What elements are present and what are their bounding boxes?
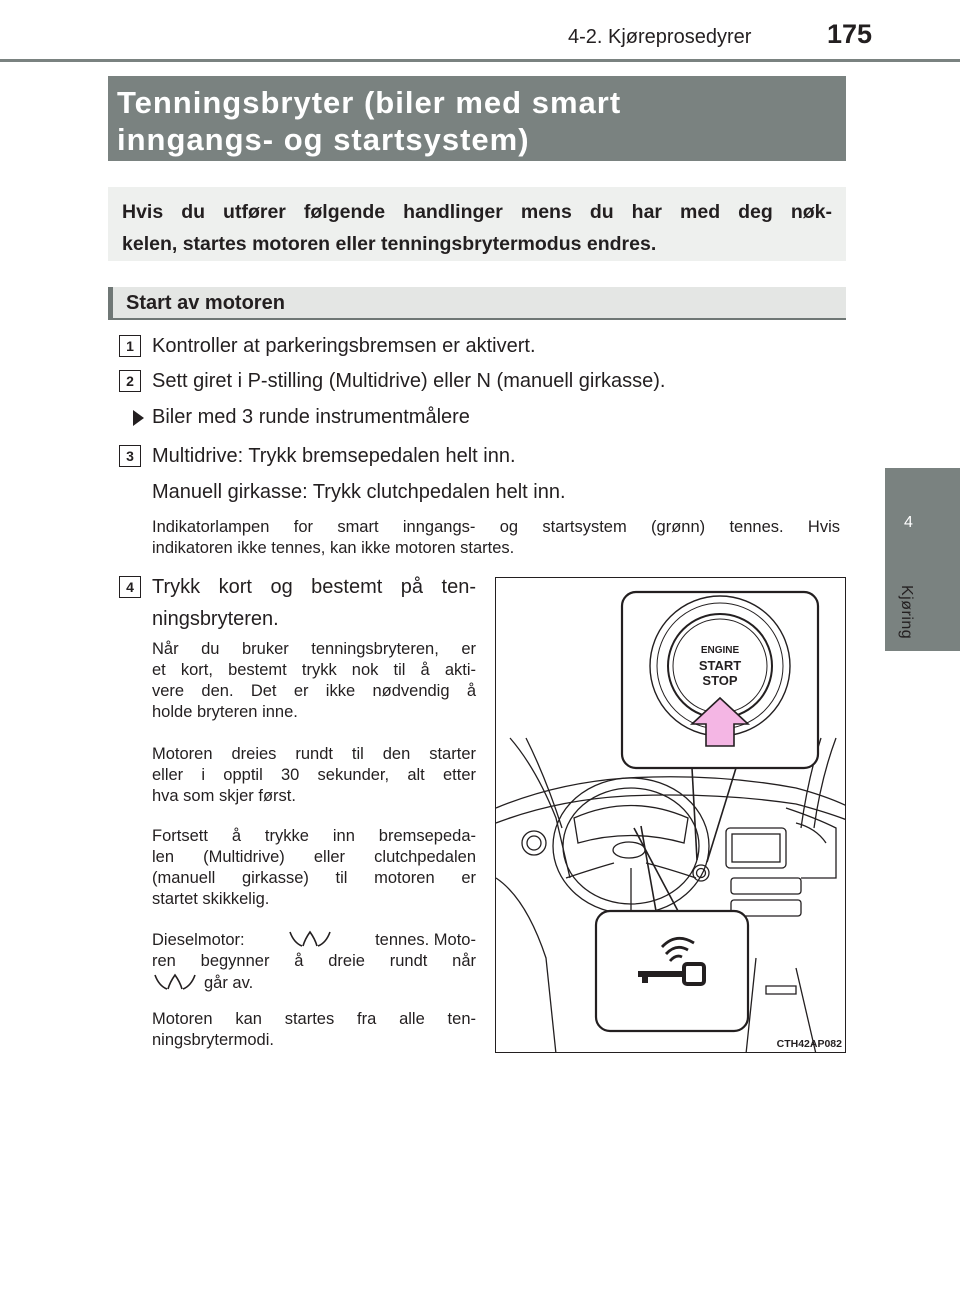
indicator-note-line2: indikatoren ikke tennes, kan ikke motoren startes.	[152, 539, 515, 557]
dashboard-drawing	[496, 578, 846, 1053]
note-1-line: holde bryteren inne.	[152, 703, 298, 721]
step-text-4b: ningsbryteren.	[152, 608, 279, 630]
step-number-2: 2	[119, 370, 141, 392]
note-2-line: hva som skjer først.	[152, 787, 296, 805]
note-paragraph-2	[152, 744, 476, 807]
button-label-stop: STOP	[702, 673, 738, 688]
glow-plug-indicator-icon	[287, 929, 333, 951]
intro-line2: kelen, startes motoren eller tenningsbrytermodus endres.	[122, 233, 657, 255]
note-2-line: Motoren dreies rundt til den starter	[152, 745, 476, 763]
note-3-line: startet skikkelig.	[152, 890, 270, 908]
page-number: 175	[827, 19, 873, 49]
note-5-line: Motoren kan startes fra alle ten-	[152, 1010, 476, 1028]
button-label-engine: ENGINE	[700, 645, 740, 656]
dashboard-illustration	[495, 577, 846, 1053]
glow-plug-indicator-icon	[152, 972, 198, 994]
header-rule	[0, 59, 960, 62]
note-5-line: ningsbrytermodi.	[152, 1031, 274, 1049]
chapter-number: 4	[904, 514, 913, 531]
step-text-4: Trykk kort og bestemt på ten-	[152, 576, 476, 598]
note-4-gar-av: går av.	[204, 973, 254, 992]
note-3-line: Fortsett å trykke inn bremsepeda-	[152, 827, 476, 845]
page-title-line2: inngangs- og startsystem)	[117, 122, 530, 157]
note-paragraph-3	[152, 826, 476, 910]
note-paragraph-5	[152, 1009, 476, 1051]
bullet-arrow-icon	[133, 410, 144, 426]
page-title-line1: Tenningsbryter (biler med smart	[117, 85, 622, 120]
note-1-line: et kort, bestemt trykk nok til å akti-	[152, 661, 476, 679]
step-text-2: Sett giret i P-stilling (Multidrive) eller N (manuell girkasse).	[152, 370, 666, 392]
step-number-1: 1	[119, 335, 141, 357]
note-4-line: ren begynner å dreie rundt når	[152, 952, 476, 970]
note-3-line: (manuell girkasse) til motoren er	[152, 869, 476, 887]
header-section: 4-2. Kjøreprosedyrer	[568, 26, 752, 48]
step-text-3b: Manuell girkasse: Trykk clutchpedalen helt inn.	[152, 481, 566, 503]
illustration-code: CTH42AP082	[776, 1038, 842, 1050]
note-1-line: vere den. Det er ikke nødvendig å	[152, 682, 476, 700]
page-title	[108, 76, 846, 161]
step-text-1: Kontroller at parkeringsbremsen er aktivert.	[152, 335, 536, 357]
step-number-3: 3	[119, 445, 141, 467]
note-3-line: len (Multidrive) eller clutchpedalen	[152, 848, 476, 866]
chapter-label: Kjøring	[898, 585, 915, 640]
note-paragraph-1	[152, 639, 476, 723]
note-4-diesel: Dieselmotor:	[152, 930, 245, 949]
intro-line1: Hvis du utfører følgende handlinger mens du har med deg nøk-	[122, 201, 832, 223]
note-2-line: eller i opptil 30 sekunder, alt etter	[152, 766, 476, 784]
subheading: Start av motoren	[108, 287, 846, 320]
indicator-note-line1: Indikatorlampen for smart inngangs- og startsystem (grønn) tennes. Hvis	[152, 518, 840, 536]
intro-box	[108, 187, 846, 261]
note-1-line: Når du bruker tenningsbryteren, er	[152, 640, 476, 658]
indicator-note	[152, 517, 840, 559]
button-label-start: START	[698, 658, 742, 673]
step-text-3: Multidrive: Trykk bremsepedalen helt inn.	[152, 445, 516, 467]
note-4-tennes: tennes. Moto-	[375, 930, 476, 949]
note-paragraph-4	[152, 929, 476, 994]
bullet-text: Biler med 3 runde instrumentmålere	[152, 406, 470, 428]
step-number-4: 4	[119, 576, 141, 598]
